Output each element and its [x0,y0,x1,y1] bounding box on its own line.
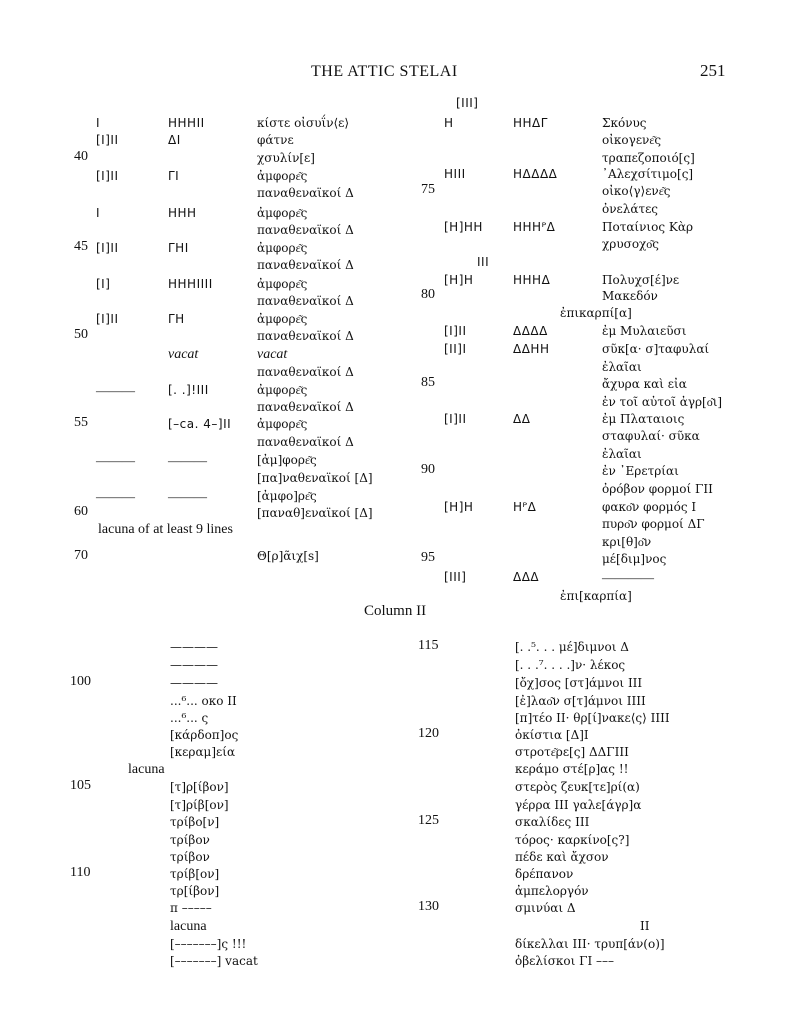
inscription-text: ἐν τοῖ αὐτοῖ ἀγρ[ο͂ι] [602,395,723,409]
inscription-text: σταφυλαί· σῦκα [602,429,700,443]
drachma-value: ΔΔHH [513,342,550,356]
inscription-text: παναθεναϊκοί Δ [257,329,354,343]
drachma-value: ——— [168,453,207,468]
inscription-text: ἀμφορε͂ς [257,277,308,291]
inscription-text: ἀμφορε͂ς [257,206,308,220]
obol-value: [I]II [444,324,467,338]
inscription-text: Μακεδόν [602,289,658,303]
obol-value: ——— [96,383,135,398]
line-number: 50 [74,327,88,342]
inscription-text: ———— [170,640,218,654]
drachma-value: ΔΔΔΔ [513,324,548,338]
line-number: 110 [70,865,91,880]
obol-value: [III] [456,96,479,110]
inscription-text: τόρος· καρκίνο[ς?] [515,833,630,847]
drachma-value: HHHᴾΔ [513,220,556,234]
inscription-text: ὀκίστια [Δ]I [515,728,589,742]
line-number: 90 [421,462,435,477]
obol-value: ——— [96,489,135,504]
inscription-text: παναθεναϊκοί Δ [257,294,354,308]
line-number: 130 [418,899,439,914]
inscription-text: οἰκογενε͂ς [602,133,662,147]
drachma-value: HHHII [168,116,205,130]
inscription-text: ὀνελάτες [602,202,659,216]
line-number: 80 [421,287,435,302]
obol-value: [I]II [96,169,119,183]
inscription-text: [ἐ]λαο͂ν σ[τ]άμνοι IIII [515,694,646,708]
drachma-value: ΔΔ [513,412,531,426]
inscription-text: σῦκ[α· σ]ταφυλαί [602,342,710,356]
lacuna-note: lacuna of at least 9 lines [98,522,233,537]
inscription-text: πέδε καὶ ἄχσον [515,850,609,864]
line-number: 100 [70,674,91,689]
line-number: 40 [74,149,88,164]
drachma-value: ΓI [168,169,180,183]
line-number: 75 [421,182,435,197]
inscription-text: φακο͂ν φορμός I [602,500,697,514]
obol-value: H [444,116,454,130]
inscription-text: [. . .⁷. . . .]ν· λέκος [515,658,626,672]
inscription-text: ἐμ Πλαταιοις [602,412,685,426]
obol-value: [H]HH [444,220,483,234]
lacuna-note: lacuna [170,919,207,934]
inscription-text: ἄχυρα καὶ εἰα [602,377,687,391]
line-number: 125 [418,813,439,828]
obol-value: [I]II [96,133,119,147]
obol-value: [I] [96,277,111,291]
obol-value: [II]I [444,342,467,356]
inscription-text: [ἀμφο]ρε͂ς [257,489,317,503]
inscription-text: κίστε οἰσυΐν⟨ε⟩ [257,116,350,130]
obol-value: [H]H [444,273,474,287]
inscription-text: τραπεζοποιό[ς] [602,151,695,165]
inscription-text: Ποταίνιος Κὰρ [602,220,694,234]
line-number: 55 [74,415,88,430]
drachma-value: HᴾΔ [513,500,537,514]
inscription-text: κεράμο στέ[ρ]ας !! [515,762,629,776]
inscription-text: [παναθ]εναϊκοί [Δ] [257,506,373,520]
inscription-text: ...⁶... ς [170,711,209,725]
inscription-text: [ὄχ]σος [στ]άμνοι III [515,676,643,690]
inscription-text: ἐλαῖαι [602,360,642,374]
drachma-value: HHHΔ [513,273,551,287]
line-number: 120 [418,726,439,741]
inscription-text: ἀμφορε͂ς [257,312,308,326]
line-number: 95 [421,550,435,565]
obol-value: III [477,255,490,269]
page-number: 251 [700,61,726,80]
inscription-text: ᾿Αλεχσίτιμο[ς] [602,167,694,181]
inscription-text: ἀμφορε͂ς [257,241,308,255]
line-number: 70 [74,548,88,563]
obol-value: ——— [96,453,135,468]
running-title: THE ATTIC STELAI [311,63,458,80]
column-ii-heading: Column II [364,603,427,619]
inscription-text: ...⁶... οκο II [170,694,237,708]
inscription-text: χσυλίν[ε] [257,151,315,165]
inscription-text: μέ[διμ]νος [602,552,667,566]
inscription-text: ———— [170,676,218,690]
line-number: 45 [74,239,88,254]
inscription-text: παναθεναϊκοί Δ [257,400,354,414]
inscription-text: vacat [257,347,288,362]
inscription-text: πυρο͂ν φορμοί ΔΓ [602,517,705,531]
inscription-text: παναθεναϊκοί Δ [257,186,354,200]
inscription-text: στερὸς ζευκ[τε]ρί(α) [515,780,640,794]
inscription-text: παναθεναϊκοί Δ [257,223,354,237]
inscription-text: ἀμφορε͂ς [257,383,308,397]
inscription-text: [–––––––] vacat [170,954,258,968]
inscription-text: Πολυχσ[έ]νε [602,273,680,287]
drachma-value: HHΔΓ [513,116,548,130]
inscription-text: οἰκο⟨γ⟩ενε͂ς [602,184,671,198]
line-number: 105 [70,778,91,793]
obol-value: [I]II [444,412,467,426]
inscription-text: ἐπι[καρπία] [560,589,632,603]
inscription-text: [κεραμ]εία [170,745,236,759]
inscription-text: φάτνε [257,133,294,147]
inscription-text: ὀβελίσκοι ΓI ––– [515,954,615,968]
obol-value: [III] [444,570,467,584]
inscription-text: παναθεναϊκοί Δ [257,435,354,449]
inscription-text: χρυσοχο͂ς [602,237,660,251]
inscription-text: ἀμφορε͂ς [257,169,308,183]
inscription-text: ———— [170,658,218,672]
inscription-text: τρίβον [170,850,210,864]
inscription-text: τρίβ[ον] [170,867,220,881]
inscription-text: π ––––– [170,901,212,915]
obol-value: HIII [444,167,466,181]
inscription-text: [. .⁵. . . μέ]διμνοι Δ [515,640,629,654]
drachma-value: [. .]!III [168,383,209,397]
line-number: 85 [421,375,435,390]
inscription-text: ———— [602,570,654,585]
inscription-text: ἀμπελοργόν [515,884,589,898]
obol-value: I [96,206,101,220]
inscription-text: δίκελλαι III· τρυπ[άν(ο)] [515,937,665,951]
drachma-value: ΔΔΔ [513,570,540,584]
inscription-text: τρίβο[ν] [170,815,220,829]
inscription-text: [ἀμ]φορε͂ς [257,453,317,467]
line-number: 60 [74,504,88,519]
inscription-text: Θ[ρ]ᾶιχ[s] [257,549,319,563]
drachma-value: HHHIIII [168,277,213,291]
drachma-value: [–ca. 4–]II [168,417,232,431]
inscription-text: ἀμφορε͂ς [257,417,308,431]
inscription-text: ἐν ᾿Ερετρίαι [602,464,679,478]
line-number: 115 [418,638,439,653]
inscription-text: κρι[θ]ο͂ν [602,535,652,549]
drachma-value: ΔI [168,133,181,147]
drachma-value: ΓHI [168,241,189,255]
lacuna-note: lacuna [128,762,165,777]
inscription-text: δρέπανον [515,867,574,881]
obol-value: [I]II [96,312,119,326]
drachma-value: HΔΔΔΔ [513,167,558,181]
inscription-text: [τ]ρ[ίβον] [170,780,229,794]
inscription-text: ἐπικαρπί[α] [560,306,632,320]
drachma-value: HHH [168,206,197,220]
inscription-text: τρίβον [170,833,210,847]
inscription-text: γέρρα III γαλε[άγρ]α [515,798,642,812]
inscription-text: σμινύαι Δ [515,901,576,915]
inscription-text: ὀρόβον φορμοί ΓII [602,482,713,496]
drachma-value: vacat [168,347,199,362]
inscription-text: [π]τέο II· θρ[ί]νακε⟨ς⟩ IIII [515,711,670,725]
inscription-text: ἐμ Μυλαιεῦσι [602,324,687,338]
obol-value: [H]H [444,500,474,514]
inscription-text: II [640,919,650,933]
obol-value: [I]II [96,241,119,255]
inscription-text: παναθεναϊκοί Δ [257,365,354,379]
inscription-text: [πα]ναθεναϊκοί [Δ] [257,471,373,485]
inscription-text: παναθεναϊκοί Δ [257,258,354,272]
inscription-text: [κάρδοπ]ος [170,728,239,742]
inscription-text: στροτε͂ρε[ς] ΔΔΓIII [515,745,629,759]
inscription-text: Σκόνυς [602,116,647,130]
inscription-text: [–––––––]ς !!! [170,937,247,951]
inscription-text: τρ[ίβον] [170,884,220,898]
inscription-text: [τ]ρίβ[ον] [170,798,229,812]
inscription-text: σκαλίδες III [515,815,590,829]
drachma-value: ——— [168,489,207,504]
drachma-value: ΓH [168,312,185,326]
obol-value: I [96,116,101,130]
inscription-text: ἐλαῖαι [602,447,642,461]
